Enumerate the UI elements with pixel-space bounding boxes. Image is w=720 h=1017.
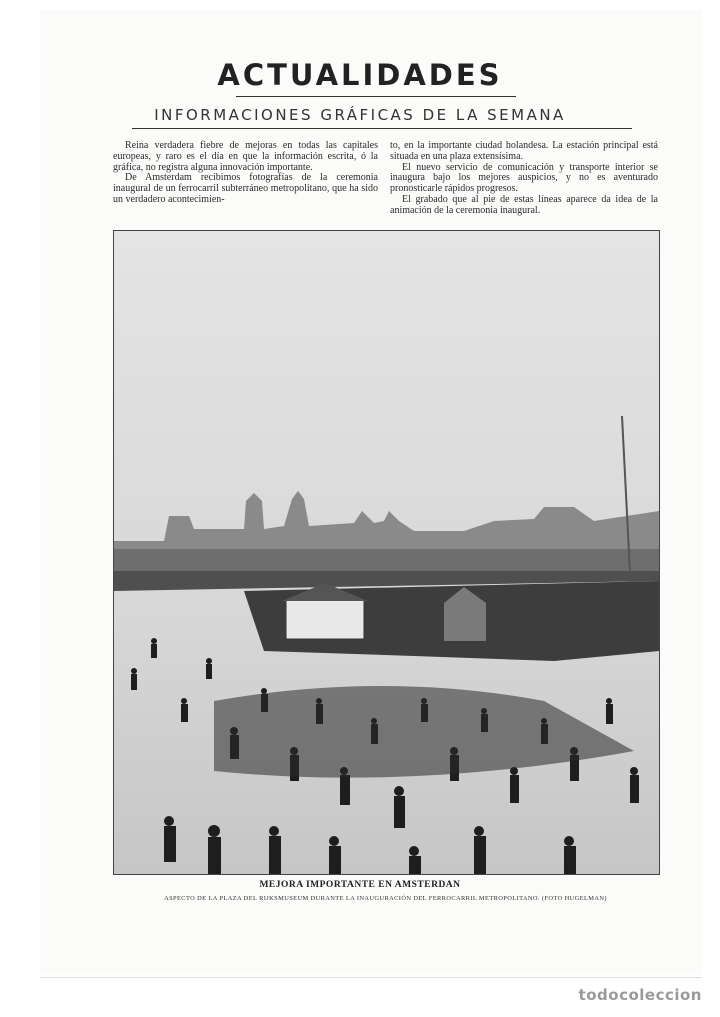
article-paragraph: to, en la importante ciudad holandesa. La estación principal está situada en una plaza extensísima. [390, 140, 658, 162]
photo-caption-subtitle: ASPECTO DE LA PLAZA DEL RIJKSMUSEUM DURANTE LA INAUGURACIÓN DEL FERROCARRIL METROPOLITANO. (FOTO HUGELMAN) [164, 895, 607, 902]
article-paragraph: El grabado que al pie de estas líneas aparece da idea de la animación de la ceremonia inaugural. [390, 193, 658, 216]
article-paragraph: Reina verdadera fiebre de mejoras en todas las capitales europeas, y raro es el día en que la información escrita, ó la gráfica, no registra alguna innovación importante. [113, 140, 378, 173]
article-column-left [113, 141, 378, 206]
photo-caption-title: MEJORA IMPORTANTE EN AMSTERDAN [259, 880, 461, 890]
page-bottom-edge [40, 977, 702, 978]
watermark-logo: todocoleccion [578, 986, 702, 1004]
page-title: ACTUALIDADES [217, 58, 503, 92]
title-rule [236, 96, 516, 97]
article-column-right [390, 141, 658, 217]
page-subtitle: INFORMACIONES GRÁFICAS DE LA SEMANA [154, 106, 566, 124]
article-paragraph: De Amsterdam recibimos fotografías de la ceremonia inaugural de un ferrocarril subterráneo metropolitano, que ha sido un verdadero acontecimien- [113, 172, 378, 205]
article-paragraph: El nuevo servicio de comunicación y transporte interior se inaugura bajo los mejores auspicios, y no es aventurado pronosticarle rápidos progresos. [390, 161, 658, 195]
subtitle-rule [132, 128, 632, 129]
news-photograph [113, 230, 660, 875]
